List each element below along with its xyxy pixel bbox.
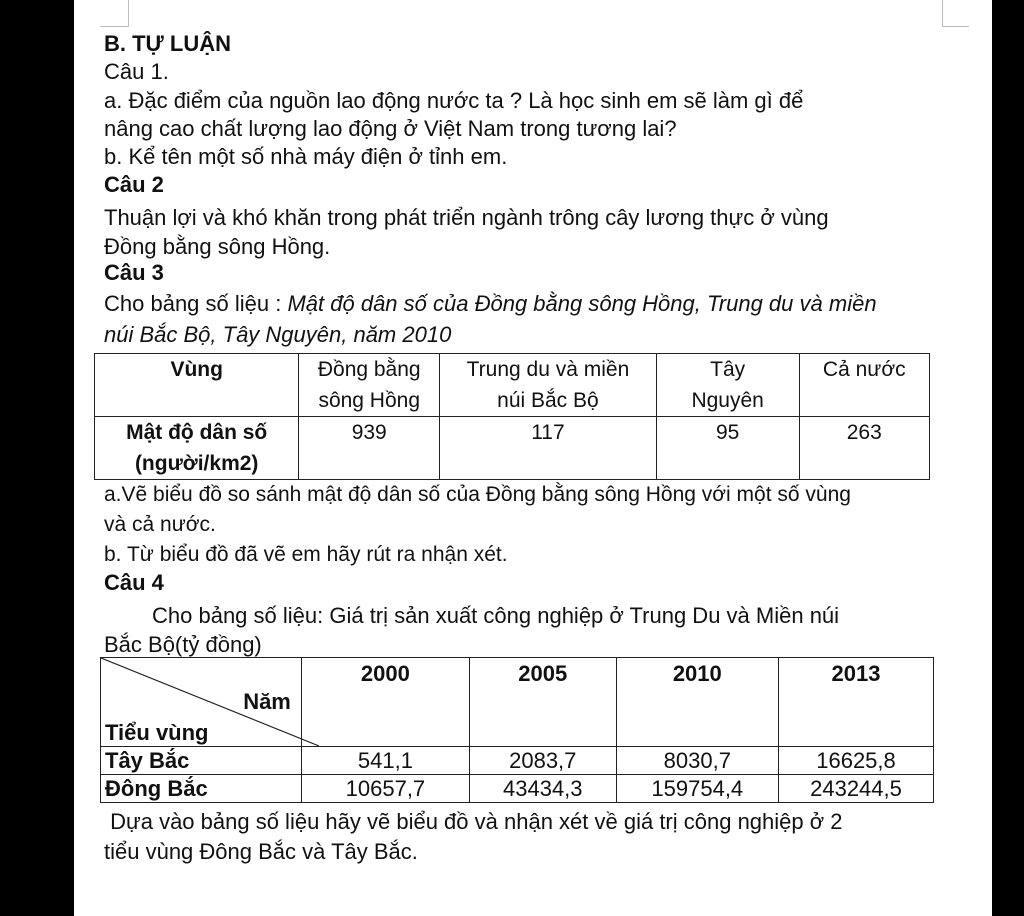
question-1-title: Câu 1. [104, 59, 169, 84]
table-header-row [95, 354, 930, 417]
row-label-line1: Mật độ dân số [126, 421, 268, 444]
year-header-2013: 2013 [779, 658, 934, 747]
corner-label-tieu-vung: Tiểu vùng [105, 720, 209, 745]
value-cell: 159754,4 [616, 775, 778, 803]
value-cell: 16625,8 [779, 747, 934, 775]
row-label-cell [95, 417, 299, 480]
document-page [74, 0, 992, 916]
industrial-output-table [100, 657, 934, 803]
question-3-caption-line2: núi Bắc Bộ, Tây Nguyên, năm 2010 [104, 322, 452, 347]
table-row [95, 417, 930, 480]
header-cell-dbsh [299, 354, 440, 417]
value-cell: 541,1 [301, 747, 469, 775]
table-header-row [101, 658, 934, 747]
question-4-title: Câu 4 [104, 570, 164, 595]
question-1a-line2: nâng cao chất lượng lao động ở Việt Nam trong tương lai? [104, 116, 677, 141]
question-4-intro-line1: Cho bảng số liệu: Giá trị sản xuất công nghiệp ở Trung Du và Miền núi [152, 603, 840, 628]
value-cell-tdmn: 117 [440, 417, 657, 480]
value-cell-dbsh: 939 [299, 417, 440, 480]
question-3-caption-line1: Mật độ dân số của Đồng bằng sông Hồng, Trung du và miền [287, 291, 877, 316]
question-3-intro-text: Cho bảng số liệu : [104, 291, 288, 316]
header-tdmn-line2: núi Bắc Bộ [497, 389, 599, 412]
year-header-2000: 2000 [301, 658, 469, 747]
question-3b: b. Từ biểu đồ đã vẽ em hãy rút ra nhận xét. [104, 543, 508, 566]
row-label-dong-bac: Đông Bắc [101, 775, 302, 803]
year-header-2010: 2010 [616, 658, 778, 747]
section-heading: B. TỰ LUẬN [104, 31, 232, 56]
question-4-intro-line2: Bắc Bộ(tỷ đồng) [104, 632, 262, 657]
margin-corner-mark-left [100, 0, 129, 27]
question-4-task-line2: tiểu vùng Đông Bắc và Tây Bắc. [104, 839, 418, 864]
header-vung-text: Vùng [170, 358, 223, 381]
row-label-line2: (người/km2) [134, 452, 259, 475]
question-2-line2: Đồng bằng sông Hồng. [104, 234, 331, 259]
question-3a-line1: a.Vẽ biểu đồ so sánh mật độ dân số của Đồng bằng sông Hồng với một số vùng [104, 483, 851, 506]
value-cell-canuoc: 263 [799, 417, 929, 480]
header-cell-taynguyen [656, 354, 799, 417]
table-row [101, 747, 934, 775]
question-3-title: Câu 3 [104, 260, 164, 285]
header-taynguyen-line1: Tây [710, 358, 746, 381]
question-2-title: Câu 2 [104, 172, 164, 197]
value-cell: 2083,7 [469, 747, 616, 775]
population-density-table [94, 353, 930, 480]
margin-corner-mark-right [942, 0, 969, 27]
header-tdmn-line1: Trung du và miền [466, 358, 630, 381]
value-cell-taynguyen: 95 [656, 417, 799, 480]
header-dbsh-line2: sông Hồng [318, 389, 421, 412]
question-2-line1: Thuận lợi và khó khăn trong phát triển ngành trông cây lương thực ở vùng [104, 205, 829, 230]
header-canuoc-text: Cả nước [822, 358, 906, 381]
question-4-task-line1: Dựa vào bảng số liệu hãy vẽ biểu đồ và nhận xét về giá trị công nghiệp ở 2 [104, 809, 843, 834]
diagonal-header-cell [101, 658, 302, 747]
table-row [101, 775, 934, 803]
question-3-intro [104, 290, 877, 318]
value-cell: 8030,7 [616, 747, 778, 775]
row-label-tay-bac: Tây Bắc [101, 747, 302, 775]
year-header-2005: 2005 [469, 658, 616, 747]
header-dbsh-line1: Đồng bằng [317, 358, 421, 381]
question-1a-line1: a. Đặc điểm của nguồn lao động nước ta ? Là học sinh em sẽ làm gì để [104, 88, 804, 113]
header-cell-tdmn [440, 354, 657, 417]
value-cell: 243244,5 [779, 775, 934, 803]
header-cell-canuoc [799, 354, 929, 417]
header-taynguyen-line2: Nguyên [691, 389, 764, 412]
question-3a-line2: và cả nước. [104, 513, 216, 536]
corner-label-nam: Năm [243, 689, 291, 714]
value-cell: 43434,3 [469, 775, 616, 803]
question-1b: b. Kể tên một số nhà máy điện ở tỉnh em. [104, 144, 508, 169]
value-cell: 10657,7 [301, 775, 469, 803]
header-cell-vung [95, 354, 299, 417]
